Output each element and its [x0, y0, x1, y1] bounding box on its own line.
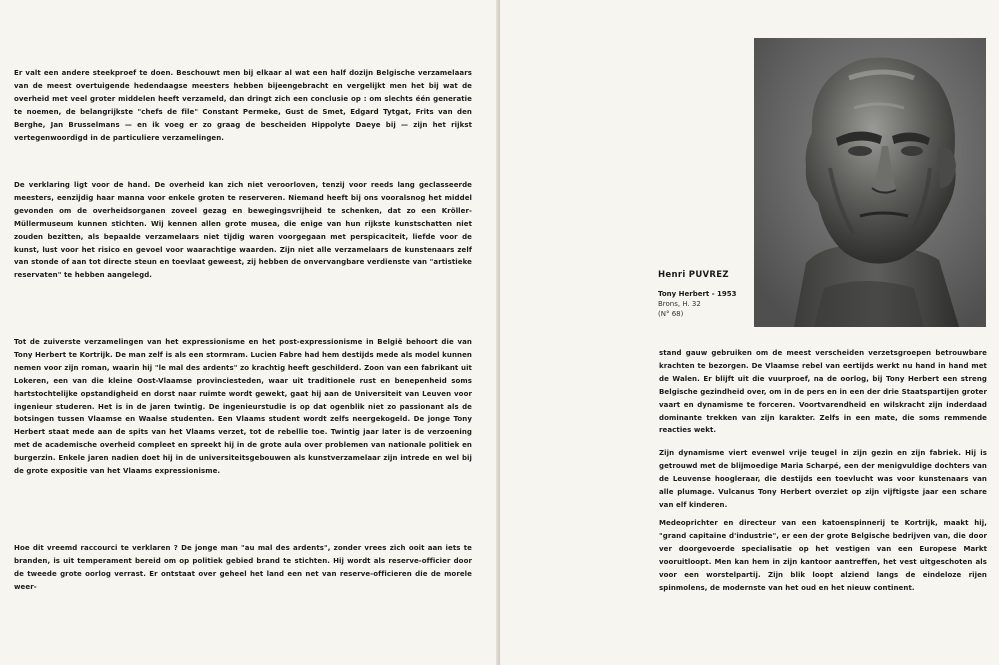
- right-paragraph-2: Zijn dynamisme viert evenwel vrije teugel in zijn gezin en zijn fabriek. Hij is getrouwd met de blijmoedige Maria Scharpé, een der menigvuldige dochters van de Leuvense hoogleraar, die destijds een toevlucht was voor kunstenaars van alle plumage. Vulcanus Tony Herbert overziet op zijn vijftigste jaar een schare van elf kinderen.: [659, 449, 987, 509]
- caption-title: Tony Herbert - 1953: [658, 290, 737, 298]
- caption-catalog-number: (N° 68): [658, 310, 684, 318]
- right-page: [500, 0, 999, 665]
- left-paragraph-4: Hoe dit vreemd raccourci te verklaren ? De jonge man "au mal des ardents", zonder vrees zich ooit aan iets te branden, is uit temperament bereid om op politiek gebied brand te stichten. Hij wordt als reserve-officier door de tweede grote oorlog verrast. Er ontstaat over geheel het land een net van reserve-officieren die de morele weer-: [14, 544, 472, 591]
- right-paragraph-1: stand gauw gebruiken om de meest verscheiden verzetsgroepen betrouwbare krachten te bezorgen. De Vlaamse rebel van eertijds werkt nu hand in hand met de Walen. Er blijft uit die vuurproef, na de oorlog, bij Tony Herbert een streng Belgische gezindheid over, om in de pers en in een der drie Staatspartijen groter vaart en dynamisme te forceren. Voortvarendheid en wilskracht zijn inderdaad dominante trekken van zijn karakter. Zelfs in een mate, die soms remmende reacties wekt.: [659, 349, 987, 435]
- left-paragraph-2: De verklaring ligt voor de hand. De overheid kan zich niet veroorloven, tenzij voor reeds lang geclasseerde meesters, eenzijdig haar manna voor enkele groten te reserveren. Niemand heeft bij ons vooralsnog het middel gevonden om de overheidsorganen zoveel gezag en bewegingsvrijheid te schenken, dat zo een Kröller-Müllermuseum kunnen stichten. Wij kennen allen grote musea, die enige van hun rijkste kunstschatten niet zouden bezitten, als bepaalde verzamelaars niet tijdig waren voorgegaan met perspicaciteit, liefde voor de kunst, lust voor het risico en gevoel voor waarachtige waarden. Zijn niet alle verzamelaars de kunstenaars zelf van stonde of aan tot directe steun en toevlaat geweest, zij hebben de onvervangbare verdienste van "artistieke reservaten" te hebben aangelegd.: [14, 181, 472, 280]
- photo-caption: [658, 270, 752, 319]
- caption-material: Brons, H. 32: [658, 300, 701, 308]
- caption-artist: Henri PUVREZ: [658, 270, 729, 280]
- bust-illustration: [754, 38, 986, 327]
- left-page: [0, 0, 499, 665]
- left-paragraph-1: Er valt een andere steekproef te doen. Beschouwt men bij elkaar al wat een half dozijn Belgische verzamelaars van de meest overtuigende hedendaagse meesters hebben bijeengebracht en vergelijkt men het bij wat de overheid met veel groter middelen heeft verzameld, dan dringt zich een conclusie op : om slechts één generatie te noemen, de belangrijkste "chefs de file" Constant Permeke, Gust de Smet, Edgard Tytgat, Frits van den Berghe, Jan Brusselmans — en ik voeg er zo graag de bescheiden Hippolyte Daeye bij — zijn het rijkst vertegenwoordigd in de particuliere verzamelingen.: [14, 69, 472, 142]
- right-paragraph-3: Medeoprichter en directeur van een katoenspinnerij te Kortrijk, maakt hij, "grand capitaine d'industrie", er een der grote Belgische bedrijven van, die door ver doorgevoerde specialisatie op het vestigen van een Europese Markt vooruitloopt. Men kan hem in zijn kantoor aantreffen, het vest uitgeschoten als voor een worstelpartij. Zijn blik loopt alziend langs de eindeloze rijen spinmolens, de modernste van het oud en het nieuw continent.: [659, 519, 987, 592]
- bronze-bust-photo: [754, 38, 986, 327]
- left-paragraph-3: Tot de zuiverste verzamelingen van het expressionisme en het post-expressionisme in België behoort die van Tony Herbert te Kortrijk. De man zelf is als een stormram. Lucien Fabre had hem destijds mede als model kunnen nemen voor zijn roman, waarin hij "le mal des ardents" zo krachtig heeft geschilderd. Zoon van een fabrikant uit Lokeren, een van die kleine Oost-Vlaamse provinciesteden, waar uit traditionele rust en benepenheid soms hartstochtelijke opstandigheid en dorst naar ruimte wordt gewekt, gaat hij aan de Universiteit van Leuven voor ingenieur studeren. Het is in de jaren twintig. De ingenieurstudie is op dat ogenblik niet zo passionant als de botsingen tussen Vlaamse en Waalse studenten. Een Vlaams student wordt zelfs neergekogeld. De jonge Tony Herbert staat mede aan de spits van het Vlaams verzet, tot de rebellie toe. Twintig jaar later is de verzoening met de academische overheid compleet en spreekt hij in de grote aula over problemen van nationale politiek en burgerzin. Enkele jaren nadien doet hij in de universiteitsgebouwen als kunstverzamelaar zijn intrede en wel bij de grote expositie van het Vlaams expressionisme.: [14, 338, 472, 476]
